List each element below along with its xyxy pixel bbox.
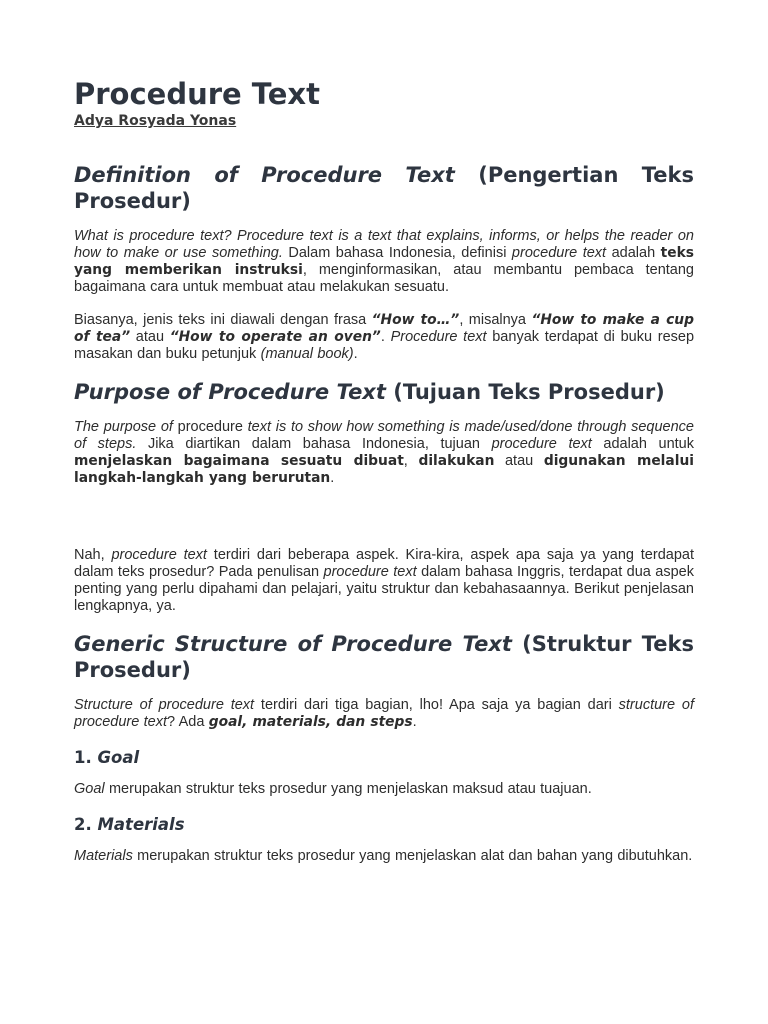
text-span: structure of procedure text xyxy=(74,697,694,730)
text-span: . xyxy=(330,470,335,486)
document-page xyxy=(74,76,694,881)
text-span: merupakan struktur teks prosedur yang menjelaskan maksud atau tuajuan. xyxy=(104,781,592,797)
definition-heading-indonesian: (Pengertian Teks Prosedur) xyxy=(74,163,694,213)
text-span: The purpose of xyxy=(74,419,178,435)
purpose-heading xyxy=(74,379,694,405)
text-span: terdiri dari tiga bagian, lho! Apa saja ya bagian dari xyxy=(254,697,619,713)
purpose-paragraph-2 xyxy=(74,547,694,615)
text-span: banyak terdapat di buku resep masakan dan buku petunjuk xyxy=(74,329,695,362)
text-span: ? Ada xyxy=(167,714,209,730)
text-span: , menginformasikan, atau membantu pembaca tentang bagaimana cara untuk membuat atau melakukan sesuatu. xyxy=(74,262,694,295)
text-span: procedure text xyxy=(511,245,607,261)
text-span: Jika diartikan dalam bahasa Indonesia, tujuan xyxy=(136,436,492,452)
text-span: adalah xyxy=(606,245,661,261)
text-span: , misalnya xyxy=(459,312,532,328)
goal-paragraph xyxy=(74,781,694,798)
text-span: dilakukan xyxy=(418,453,495,469)
purpose-heading-indonesian: (Tujuan Teks Prosedur) xyxy=(393,380,665,404)
text-span: text is to show how something is made/used/done through sequence of steps. xyxy=(74,419,694,452)
text-span: menjelaskan bagaimana sesuatu dibuat xyxy=(74,453,404,469)
text-span: Biasanya, jenis teks ini diawali dengan frasa xyxy=(74,312,372,328)
definition-heading-english: Definition of Procedure Text xyxy=(74,163,455,187)
text-span: procedure text xyxy=(111,547,207,563)
definition-heading xyxy=(74,162,694,214)
structure-paragraph-1 xyxy=(74,697,694,731)
author-link[interactable]: Adya Rosyada Yonas xyxy=(74,113,237,129)
text-span: teks yang memberikan instruksi xyxy=(74,245,694,278)
text-span: atau xyxy=(494,453,544,469)
text-span: “How to make a cup of tea” xyxy=(74,312,694,345)
materials-paragraph xyxy=(74,848,694,865)
text-span: (manual book) xyxy=(260,346,354,362)
goal-heading xyxy=(74,747,694,769)
page-title: Procedure Text xyxy=(74,77,320,111)
text-span: Nah, xyxy=(74,547,112,563)
text-span: adalah untuk xyxy=(591,436,694,452)
text-span: Goal xyxy=(74,781,105,797)
text-span: digunakan melalui langkah-langkah yang berurutan xyxy=(74,453,695,486)
structure-heading xyxy=(74,631,694,683)
materials-title: Materials xyxy=(97,815,185,834)
materials-heading xyxy=(74,814,694,836)
text-span: , xyxy=(403,453,419,469)
text-span: “How to…” xyxy=(371,312,460,328)
text-span: . xyxy=(380,329,391,345)
text-span: procedure xyxy=(177,419,243,435)
text-span: procedure text xyxy=(323,564,417,580)
text-span: merupakan struktur teks prosedur yang menjelaskan alat dan bahan yang dibutuhkan. xyxy=(132,848,693,864)
text-span: goal, materials, dan steps xyxy=(208,714,413,730)
text-span: atau xyxy=(130,329,170,345)
materials-number: 2. xyxy=(74,815,92,834)
text-span: . xyxy=(353,346,358,362)
text-span: Procedure text xyxy=(390,329,487,345)
definition-paragraph-1 xyxy=(74,228,694,296)
structure-heading-indonesian: (Struktur Teks Prosedur) xyxy=(74,632,695,682)
text-span: terdiri dari beberapa aspek. Kira-kira, aspek apa saja ya yang terdapat dalam teks prosedur? Pada penulisan xyxy=(74,547,694,580)
text-span: . xyxy=(412,714,417,730)
text-span: Structure of procedure text xyxy=(74,697,255,713)
text-span: What is procedure text? Procedure text is a text that explains, informs, or helps the reader on how to make or use something. xyxy=(74,228,694,261)
text-span: Dalam bahasa Indonesia, definisi xyxy=(282,245,512,261)
goal-number: 1. xyxy=(74,748,92,767)
text-span: “How to operate an oven” xyxy=(169,329,381,345)
text-span: Materials xyxy=(74,848,133,864)
structure-heading-english: Generic Structure of Procedure Text xyxy=(74,632,512,656)
purpose-paragraph-1 xyxy=(74,419,694,487)
text-span: dalam bahasa Inggris, terdapat dua aspek penting yang perlu dipahami dan pelajari, yaitu struktur dan kebahasaannya. Berikut penjelasan lengkapnya, ya. xyxy=(74,564,694,614)
text-span: procedure text xyxy=(491,436,592,452)
purpose-heading-english: Purpose of Procedure Text xyxy=(74,380,386,404)
definition-paragraph-2 xyxy=(74,312,694,363)
goal-title: Goal xyxy=(97,748,140,767)
blank-space xyxy=(74,503,694,547)
